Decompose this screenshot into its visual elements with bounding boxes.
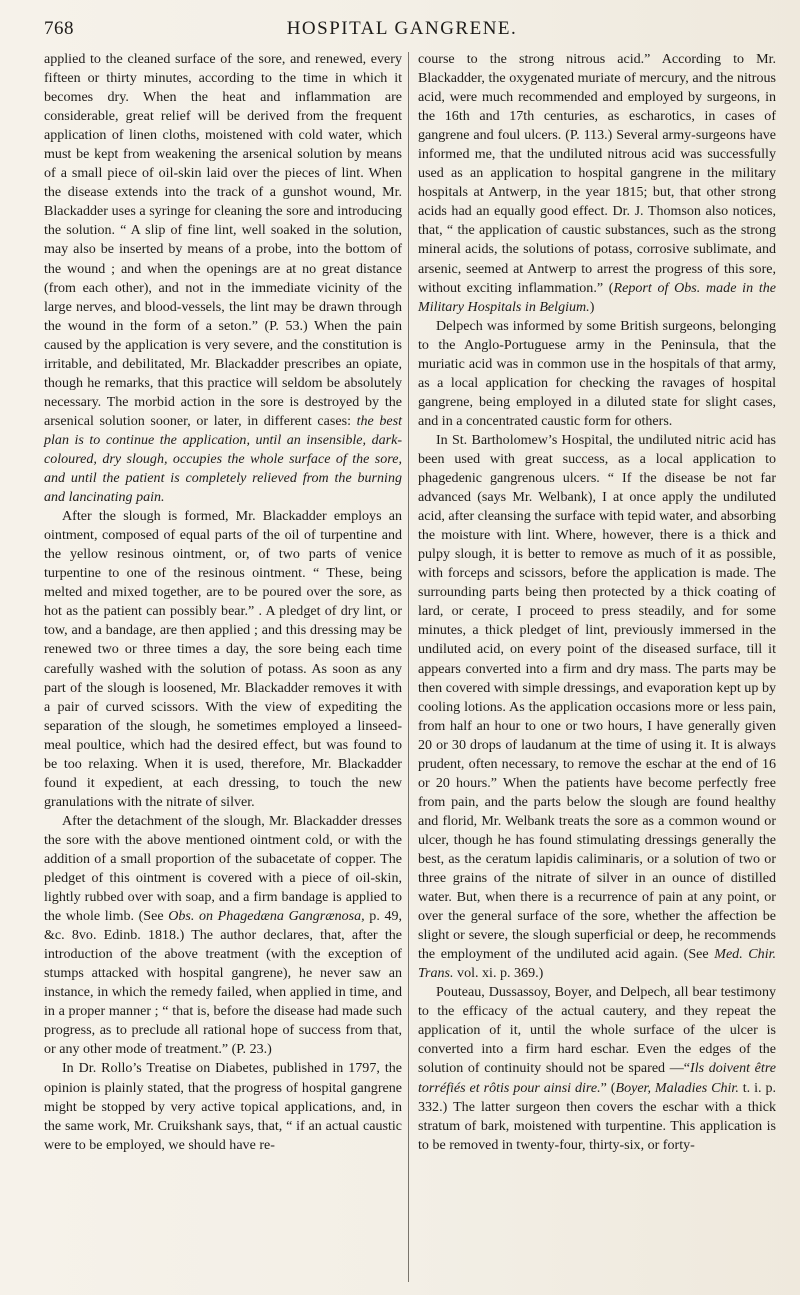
page-number: 768 [44, 18, 74, 39]
citation: Obs. on Phagedæna Gangrænosa, [168, 908, 365, 925]
italic-emphasis: the best plan is to continue the application, until an insensible, dark-coloured, dry slough, occupies the whole surface of the sore, and until the patient is completely relieved from the burning and lancinating pain. [44, 412, 402, 506]
paragraph-text: ) [589, 298, 595, 315]
paragraph [44, 812, 402, 1060]
paragraph-text: After the detachment of the slough, Mr. Blackadder dresses the sore with the above mentioned ointment cold, or with the addition of a small proportion of the subacetate of copper. The pledget of this ointment is covered with a piece of oil-skin, lightly rubbed over with soap, and a firm bandage is applied to the whole limb. (See [44, 812, 402, 925]
paragraph: Delpech was informed by some British surgeons, belonging to the Anglo-Portuguese army in the Peninsula, that the muriatic acid was in common use in the hospitals of that army, as a local application for checking the ravages of hospital gangrene, being employed in a diluted state for slight cases, and in a concentrated caustic form for others. [418, 317, 776, 429]
paragraph-text: p. 49, &c. 8vo. Edinb. 1818.) The author declares, that, after the introduction of the above treatment (with the exception of stumps attacked with hospital gangrene), he never saw an instance, in which the remedy failed, when applied in time, and in a proper manner ; “ that is, before the disease had made such progress, as to preclude all rational hope of success from that, or any other mode of treatment.” (P. 23.) [44, 908, 403, 1058]
paragraph-text: ” ( [600, 1079, 616, 1096]
paragraph-text: course to the strong nitrous acid.” According to Mr. Blackadder, the oxygenated muriate of mercury, and the nitrous acid, were much recommended and employed by surgeons, in the 16th and 17th centuries, as escharotics, in cases of gangrene and foul ulcers. (P. 113.) Several army-surgeons have informed me, that the undiluted nitrous acid was successfully used as an application to hospital gangrene in the military hospitals at Antwerp, in the year 1815; but, that other strong acids had an equally good effect. Dr. J. Thomson also notices, that, “ the application of caustic substances, such as the strong mineral acids, the solutions of potass, corrosive sublimate, and arsenic, seemed at Antwerp to arrest the progress of this sore, without exciting inflammation.” ( [418, 51, 776, 296]
paragraph [418, 50, 776, 317]
french-quote: Ils doivent être torréfiés et rôtis pour ainsi dire. [418, 1060, 776, 1096]
paragraph: In Dr. Rollo’s Treatise on Diabetes, published in 1797, the opinion is plainly stated, that the progress of hospital gangrene might be stopped by very active topical applications, and, in the same work, Mr. Cruikshank says, that, “ if an actual caustic were to be employed, we should have re- [44, 1060, 402, 1153]
paragraph-text: Pouteau, Dussassoy, Boyer, and Delpech, all bear testimony to the efficacy of the actual cautery, and they repeat the application of it, until the whole surface of the ulcer is converted into a firm hard eschar. Even the edges of the solution of continuity should not be spared —“ [418, 984, 776, 1077]
page-header [44, 18, 760, 48]
citation: Boyer, Maladies Chir. [615, 1079, 739, 1096]
paragraph [418, 983, 776, 1154]
citation: Report of Obs. made in the Military Hospitals in Belgium. [418, 279, 777, 315]
citation: Med. Chir. Trans. [418, 946, 777, 982]
paragraph: After the slough is formed, Mr. Blackadder employs an ointment, composed of equal parts of the oil of turpentine and the yellow resinous ointment, or, of two parts of venice turpentine to one of the resinous ointment. “ These, being melted and mixed together, are to be poured over the sore, as hot as the patient can possibly bear.” . A pledget of dry lint, or tow, and a bandage, are then applied ; and this dressing may be renewed two or three times a day, the sore being each time carefully washed with the solution of potass. As soon as any part of the slough is loosened, Mr. Blackadder removes it with a pair of curved scissors. With the view of expediting the separation of the slough, he sometimes employed a linseed-meal poultice, which had the desired effect, but was found to be too relaxing. When it is used, therefore, Mr. Blackadder found it expedient, at each dressing, to touch the new granulations with the nitrate of silver. [44, 508, 402, 810]
column-divider [408, 52, 409, 1282]
right-column [418, 50, 776, 1155]
running-title: HOSPITAL GANGRENE. [286, 18, 518, 39]
paragraph [418, 431, 776, 983]
paragraph-text: t. i. p. 332.) The latter surgeon then covers the eschar with a thick stratum of bark, moistened with turpentine. This application is to be removed in twenty-four, thirty-six, or forty- [418, 1079, 777, 1153]
paragraph-text: applied to the cleaned surface of the sore, and renewed, every fifteen or thirty minutes, according to the time in which it becomes dry. When the heat and inflammation are considerable, great relief will be derived from the frequent application of linen cloths, moistened with cold water, which must be kept from weakening the arsenical solution by means of a small piece of oil-skin laid over the pieces of lint. When the disease extends into the track of a gunshot wound, Mr. Blackadder uses a syringe for cleaning the sore and introducing the solution. “ A slip of fine lint, well soaked in the solution, may also be inserted by means of a probe, into the bottom of the wound ; and when the openings are at no great distance (from each other), and not in the immediate vicinity of the large nerves, and blood-vessels, the lint may be drawn through the wound in the form of a seton.” (P. 53.) When the pain caused by the application is very severe, and the constitution is irritable, and debilitated, Mr. Blackadder prescribes an opiate, though he remarks, that this practice will seldom be absolutely necessary. The morbid action in the sore is destroyed by the arsenical solution sooner, or later, in different cases: [44, 51, 402, 429]
left-column [44, 50, 402, 1155]
paragraph-text: vol. xi. p. 369.) [457, 965, 544, 982]
paragraph [44, 50, 402, 507]
paragraph-text: In St. Bartholomew’s Hospital, the undiluted nitric acid has been used with great success, as a local application to phagedenic gangrenous ulcers. “ If the disease be not far advanced (says Mr. Welbank), I at once apply the undiluted acid, after cleansing the surface with tepid water, and absorbing the moisture with lint. Where, however, there is a thick and pulpy slough, it is better to remove as much of it as possible, with forceps and scissors, before the application is made. The surrounding parts being then protected by a thick coating of lard, or cerate, I proceed to press steadily, and for some minutes, a thick pledget of lint, previously immersed in the undiluted acid, on every point of the diseased surface, till it appears converted into a firm and dry mass. The parts may be then covered with simple dressings, and evaporation kept up by cooling lotions. As the application occasions more or less pain, from half an hour to one or two hours, I have generally given 20 or 30 drops of laudanum at the time of using it. It is always prudent, often necessary, to remove the eschar at the end of 16 or 20 hours.” When the patients have become perfectly free from pain, and the parts below the slough are found healthy and florid, Mr. Welbank treats the sore as a common wound or ulcer, though he has found stimulating dressings generally the best, as the ceratum lapidis caliminaris, or a solution of two or three grains of the nitrate of silver in an ounce of distilled water. But, when there is a recurrence of pain at any point, or over the general surface of the sore, whether the affection be slight or severe, the slough superficial or deep, he recommends the employment of the undiluted acid again. (See [418, 431, 776, 963]
